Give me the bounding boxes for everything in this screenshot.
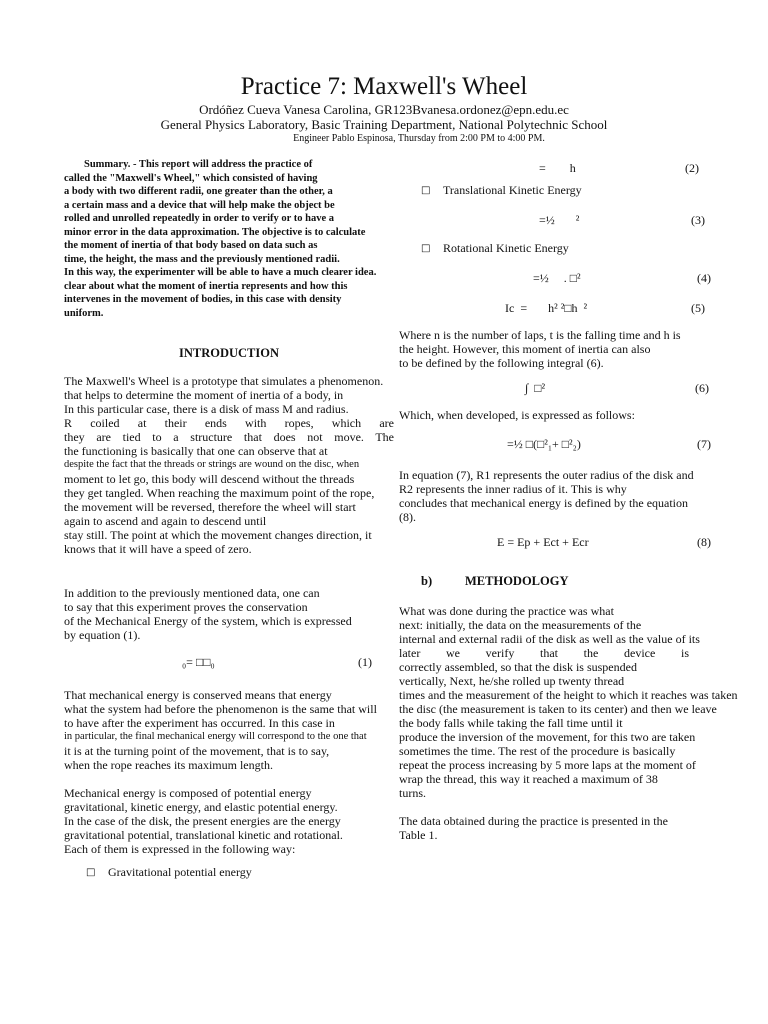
equation-expression: =½ □(□²₁+ □²₂) bbox=[507, 437, 581, 451]
text-line: That mechanical energy is conserved means that energy bbox=[64, 688, 332, 702]
abstract-line: the moment of inertia of that body based on data such as bbox=[64, 240, 318, 251]
abstract bbox=[64, 158, 394, 320]
text-line: the movement will be reversed, therefore the wheel will start bbox=[64, 500, 356, 514]
text-line: despite the fact that the threads or strings are wound on the disc, when bbox=[64, 459, 360, 470]
text-line: Table 1. bbox=[399, 828, 438, 842]
text-line: In this particular case, there is a disk of mass M and radius. bbox=[64, 402, 349, 416]
text-line: Where n is the number of laps, t is the falling time and h is bbox=[399, 328, 681, 342]
equation-expression: ∫ □² bbox=[525, 381, 546, 395]
equation-number: (6) bbox=[695, 381, 709, 395]
text-line: R coiled at their ends with ropes, which are bbox=[64, 416, 394, 430]
equation-6 bbox=[399, 378, 739, 400]
equation-4 bbox=[399, 268, 739, 290]
text-line: knows that it will have a speed of zero. bbox=[64, 542, 252, 556]
text-line: internal and external radii of the disk as well as the value of its bbox=[399, 632, 700, 646]
square-bullet-icon: □ bbox=[86, 867, 96, 878]
right-paragraph-2 bbox=[399, 468, 739, 524]
text-line: In the case of the disk, the present energies are the energy bbox=[64, 814, 341, 828]
equation-2 bbox=[399, 158, 739, 180]
equation-7 bbox=[399, 434, 739, 456]
text-line: later we verify that the device is bbox=[399, 646, 689, 660]
equation-expression: E = Ep + Ect + Ecr bbox=[497, 535, 589, 549]
abstract-line: Summary. - This report will address the practice of bbox=[84, 159, 313, 170]
text-line: the height. However, this moment of inertia can also bbox=[399, 342, 651, 356]
text-line: sometimes the time. The rest of the procedure is basically bbox=[399, 744, 676, 758]
section-letter: b) bbox=[421, 574, 433, 588]
text-line: The data obtained during the practice is presented in the bbox=[399, 814, 668, 828]
bullet-label: Rotational Kinetic Energy bbox=[443, 241, 569, 255]
text-line: concludes that mechanical energy is defined by the equation bbox=[399, 496, 689, 510]
equation-expression: ₀= □□₀ bbox=[182, 655, 215, 669]
equation-3 bbox=[399, 210, 739, 232]
right-column bbox=[399, 158, 739, 842]
text-line: what the system had before the phenomenon is the same that will bbox=[64, 702, 377, 716]
intro-paragraph-3 bbox=[64, 688, 394, 772]
paper-header bbox=[0, 72, 768, 146]
text-line: they are tied to a structure that does not move. The bbox=[64, 430, 394, 444]
authors: Ordóñez Cueva Vanesa Carolina, GR123Bvanesa.ordonez@epn.edu.ec bbox=[199, 102, 569, 117]
text-line: In addition to the previously mentioned data, one can bbox=[64, 586, 320, 600]
equation-expression: =½ ² bbox=[539, 213, 580, 227]
text-line: wrap the thread, this way it reached a maximum of 38 bbox=[399, 772, 658, 786]
section-title: METHODOLOGY bbox=[465, 574, 569, 588]
text-line: stay still. The point at which the movement changes direction, it bbox=[64, 528, 372, 542]
abstract-line: In this way, the experimenter will be able to have a much clearer idea. bbox=[64, 267, 377, 278]
text-line: produce the inversion of the movement, for this two are taken bbox=[399, 730, 696, 744]
intro-paragraph-4 bbox=[64, 786, 394, 856]
text-line: (8). bbox=[399, 510, 416, 524]
equation-8 bbox=[399, 532, 739, 554]
abstract-line: rolled and unrolled repeatedly in order to verify or to have a bbox=[64, 213, 334, 224]
right-paragraph-1 bbox=[399, 328, 739, 370]
text-line: again to ascend and again to descend until bbox=[64, 514, 267, 528]
abstract-line: minor error in the data approximation. The objective is to calculate bbox=[64, 226, 366, 238]
text-line: next: initially, the data on the measurements of the bbox=[399, 618, 642, 632]
text-line: that helps to determine the moment of inertia of a body, in bbox=[64, 388, 344, 402]
abstract-line: intervenes in the movement of bodies, in this case with density bbox=[64, 294, 342, 305]
affiliation: General Physics Laboratory, Basic Training Department, National Polytechnic School bbox=[160, 117, 608, 132]
abstract-line: time, the height, the mass and the previously mentioned radii. bbox=[64, 253, 340, 265]
equation-number: (5) bbox=[691, 301, 705, 315]
text-line: to have after the experiment has occurred. In this case in bbox=[64, 716, 335, 730]
text-line: by equation (1). bbox=[64, 628, 141, 642]
bullet-label: Translational Kinetic Energy bbox=[443, 183, 582, 197]
text-line: correctly assembled, so that the disk is suspended bbox=[399, 660, 637, 674]
abstract-line: uniform. bbox=[64, 307, 104, 319]
text-line: Which, when developed, is expressed as follows: bbox=[399, 408, 635, 422]
methodology-heading bbox=[399, 574, 739, 590]
equation-expression: = h bbox=[539, 161, 576, 175]
equation-expression: Ic = h² ²□h ² bbox=[505, 301, 588, 315]
text-line: gravitational potential, translational kinetic and rotational. bbox=[64, 828, 343, 842]
equation-number: (4) bbox=[697, 271, 711, 285]
text-line: the functioning is basically that one can observe that at bbox=[64, 444, 328, 458]
text-line: to say that this experiment proves the conservation bbox=[64, 600, 308, 614]
text-line: the body falls while taking the fall time until it bbox=[399, 716, 623, 730]
text-line: times and the measurement of the height to which it reaches was taken bbox=[399, 688, 738, 702]
text-line: moment to let go, this body will descend without the threads bbox=[64, 472, 355, 486]
data-paragraph bbox=[399, 814, 739, 842]
intro-paragraph-1 bbox=[64, 374, 394, 556]
equation-5 bbox=[399, 298, 739, 320]
text-line: it is at the turning point of the movement, that is to say, bbox=[64, 744, 330, 758]
text-line: In equation (7), R1 represents the outer radius of the disk and bbox=[399, 468, 694, 482]
bullet-label: Gravitational potential energy bbox=[108, 865, 252, 879]
text-line: they get tangled. When reaching the maximum point of the rope, bbox=[64, 486, 375, 500]
equation-number: (2) bbox=[685, 161, 699, 175]
text-line: What was done during the practice was what bbox=[399, 604, 614, 618]
text-line: in particular, the final mechanical energy will correspond to the one that bbox=[64, 731, 367, 742]
abstract-line: a body with two different radii, one greater than the other, a bbox=[64, 186, 333, 197]
introduction-heading: INTRODUCTION bbox=[178, 346, 279, 360]
paper-title: Practice 7: Maxwell's Wheel bbox=[240, 73, 528, 100]
methodology-paragraph bbox=[399, 604, 739, 800]
intro-paragraph-2 bbox=[64, 586, 394, 642]
text-line: when the rope reaches its maximum length. bbox=[64, 758, 273, 772]
text-line: The Maxwell's Wheel is a prototype that simulates a phenomenon. bbox=[64, 374, 384, 388]
abstract-line: a certain mass and a device that will help make the object be bbox=[64, 199, 335, 211]
text-line: the disc (the measurement is taken to its center) and then we leave bbox=[399, 702, 717, 716]
equation-number: (1) bbox=[358, 655, 372, 669]
text-line: Mechanical energy is composed of potential energy bbox=[64, 786, 312, 800]
text-line: R2 represents the inner radius of it. This is why bbox=[399, 482, 627, 496]
text-line: turns. bbox=[399, 786, 426, 800]
bullet-gravitational-potential bbox=[64, 862, 394, 884]
left-column bbox=[64, 158, 394, 884]
bullet-translational-kinetic bbox=[399, 180, 739, 202]
text-line: vertically, Next, he/she rolled up twenty thread bbox=[399, 674, 625, 688]
square-bullet-icon: □ bbox=[421, 243, 431, 254]
text-line: repeat the process increasing by 5 more laps at the moment of bbox=[399, 758, 696, 772]
text-line: Each of them is expressed in the following way: bbox=[64, 842, 296, 856]
abstract-line: clear about what the moment of inertia represents and how this bbox=[64, 280, 348, 292]
equation-number: (7) bbox=[697, 437, 711, 451]
engineer-schedule: Engineer Pablo Espinosa, Thursday from 2:00 PM to 4:00 PM. bbox=[293, 133, 545, 144]
text-line: of the Mechanical Energy of the system, which is expressed bbox=[64, 614, 352, 628]
square-bullet-icon: □ bbox=[421, 185, 431, 196]
equation-1 bbox=[64, 652, 394, 674]
abstract-line: called the "Maxwell's Wheel," which consisted of having bbox=[64, 172, 318, 184]
bullet-rotational-kinetic bbox=[399, 238, 739, 260]
equation-number: (3) bbox=[691, 213, 705, 227]
text-line: gravitational, kinetic energy, and elastic potential energy. bbox=[64, 800, 338, 814]
equation-expression: =½ . □² bbox=[533, 271, 581, 285]
equation-number: (8) bbox=[697, 535, 711, 549]
text-line: to be defined by the following integral (6). bbox=[399, 356, 604, 370]
